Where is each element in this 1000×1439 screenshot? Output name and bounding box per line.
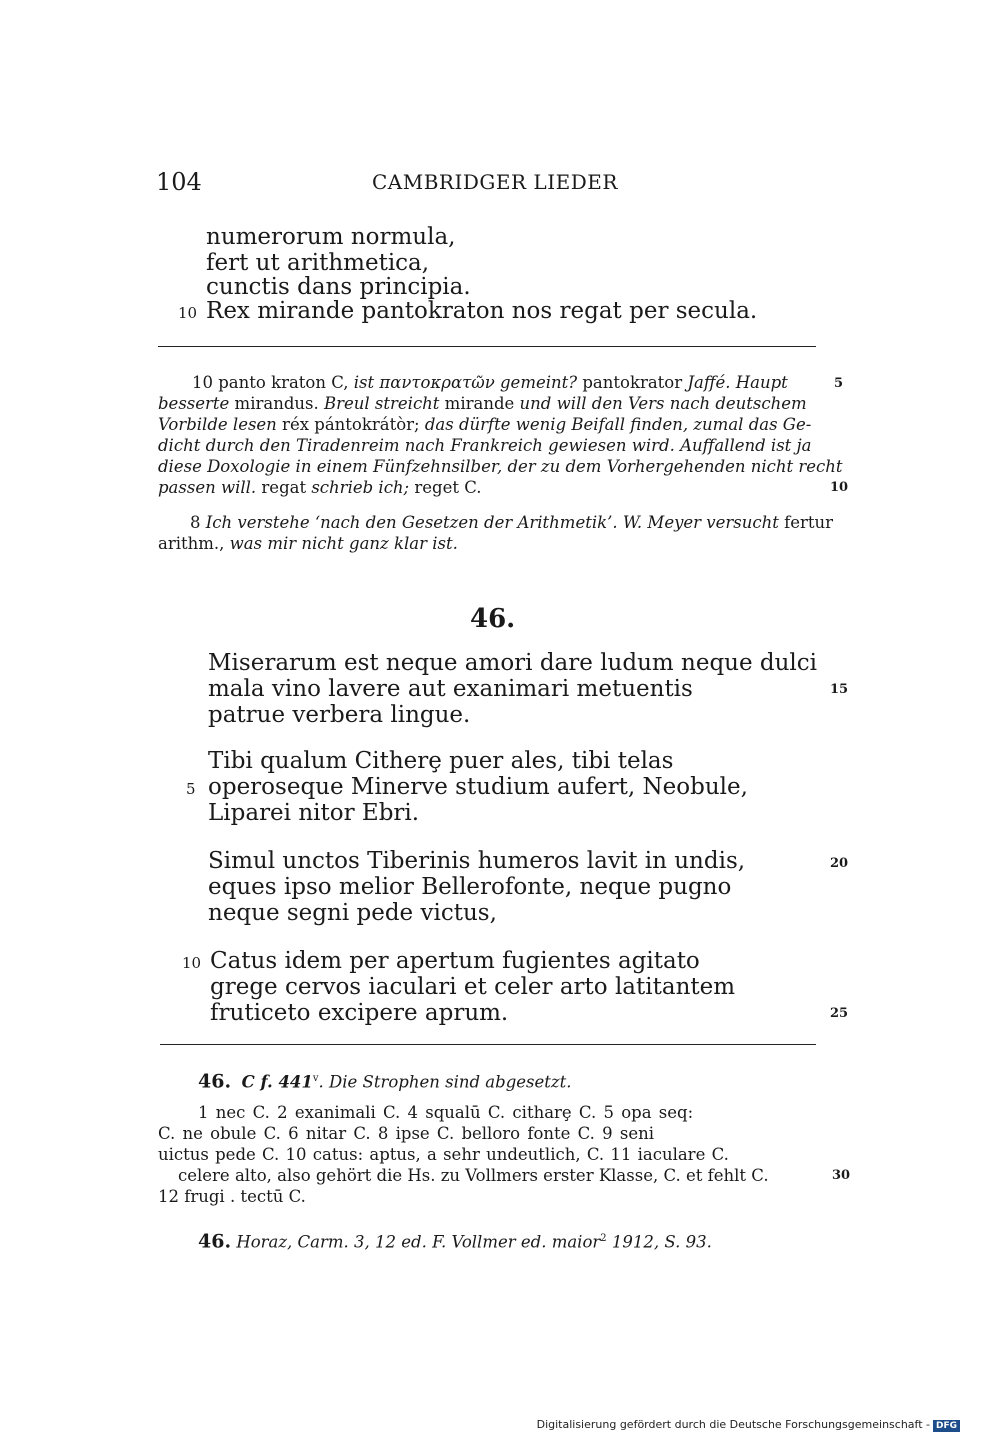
apparatus-source: 46. C f. 441$^v$. Die Strophen sind abgesetzt. bbox=[198, 1070, 572, 1093]
verse-line: Tibi qualum Citherȩ puer ales, tibi telas bbox=[208, 748, 674, 774]
verse-line: operoseque Minerve studium aufert, Neobule, bbox=[208, 774, 748, 800]
apparatus-line: celere alto, also gehört die Hs. zu Vollmers erster Klasse, C. et fehlt C. bbox=[178, 1166, 769, 1185]
note-line: besserte mirandus. Breul streicht mirande und will den Vers nach deutschem bbox=[158, 394, 807, 413]
margin-number: 10 bbox=[830, 480, 849, 495]
margin-number: 5 bbox=[834, 376, 844, 391]
verse-line: numerorum normula, bbox=[206, 224, 456, 250]
divider bbox=[160, 1044, 816, 1045]
margin-number: 15 bbox=[830, 682, 849, 697]
margin-number: 30 bbox=[832, 1168, 851, 1183]
verse-line: cunctis dans principia. bbox=[206, 274, 471, 300]
divider bbox=[158, 346, 816, 347]
note-line: 10 panto kraton C, ist παντοκρατῶν gemeint? pantokrator Jaffé. Haupt bbox=[192, 373, 788, 392]
verse-line: Rex mirande pantokraton nos regat per secula. bbox=[206, 298, 758, 324]
verse-line: eques ipso melior Bellerofonte, neque pugno bbox=[208, 874, 732, 900]
apparatus-line: C. ne obule C. 6 nitar C. 8 ipse C. belloro fonte C. 9 seni bbox=[158, 1124, 655, 1143]
note-line: passen will. regat schrieb ich; reget C. bbox=[158, 478, 482, 497]
note-line: Vorbilde lesen réx pántokrátòr; das dürfte wenig Beifall finden, zumal das Ge- bbox=[158, 415, 812, 434]
verse-line: Liparei nitor Ebri. bbox=[208, 800, 420, 826]
running-title: CAMBRIDGER LIEDER bbox=[372, 170, 618, 194]
verse-line: Catus idem per apertum fugientes agitato bbox=[210, 948, 700, 974]
apparatus-line: 12 frugi . tectū C. bbox=[158, 1187, 306, 1206]
note-line: diese Doxologie in einem Fünfzehnsilber, der zu dem Vorhergehenden nicht recht bbox=[158, 457, 843, 476]
note-line: dicht durch den Tiradenreim nach Frankreich gewiesen wird. Auffallend ist ja bbox=[158, 436, 812, 455]
verse-line: patrue verbera lingue. bbox=[208, 702, 471, 728]
line-number: 10 bbox=[178, 304, 198, 322]
apparatus-line: 1 nec C. 2 exanimali C. 4 squalū C. citharȩ C. 5 opa seq: bbox=[198, 1103, 694, 1122]
verse-line: Simul unctos Tiberinis humeros lavit in undis, bbox=[208, 848, 746, 874]
verse-line: Miserarum est neque amori dare ludum neque dulci bbox=[208, 650, 818, 676]
verse-line: neque segni pede victus, bbox=[208, 900, 497, 926]
page-number: 104 bbox=[156, 168, 202, 196]
line-number: 10 bbox=[182, 954, 202, 972]
verse-line: fruticeto excipere aprum. bbox=[210, 1000, 509, 1026]
apparatus-reference: 46. Horaz, Carm. 3, 12 ed. F. Vollmer ed. maior$^2$ 1912, S. 93. bbox=[198, 1230, 712, 1253]
verse-line: mala vino lavere aut exanimari metuentis bbox=[208, 676, 693, 702]
line-number: 5 bbox=[186, 780, 196, 798]
margin-number: 20 bbox=[830, 856, 849, 871]
digitization-credit: Digitalisierung gefördert durch die Deutsche Forschungsgemeinschaft - DFG bbox=[537, 1418, 960, 1432]
note-line: 8 Ich verstehe ‘nach den Gesetzen der Arithmetik’. W. Meyer versucht fertur bbox=[190, 513, 834, 532]
margin-number: 25 bbox=[830, 1006, 849, 1021]
verse-line: grege cervos iaculari et celer arto latitantem bbox=[210, 974, 736, 1000]
poem-number: 46. bbox=[470, 604, 516, 634]
dfg-logo: DFG bbox=[933, 1420, 960, 1432]
verse-line: fert ut arithmetica, bbox=[206, 250, 430, 276]
note-line: arithm., was mir nicht ganz klar ist. bbox=[158, 534, 458, 553]
apparatus-line: uictus pede C. 10 catus: aptus, a sehr undeutlich, C. 11 iaculare C. bbox=[158, 1145, 729, 1164]
